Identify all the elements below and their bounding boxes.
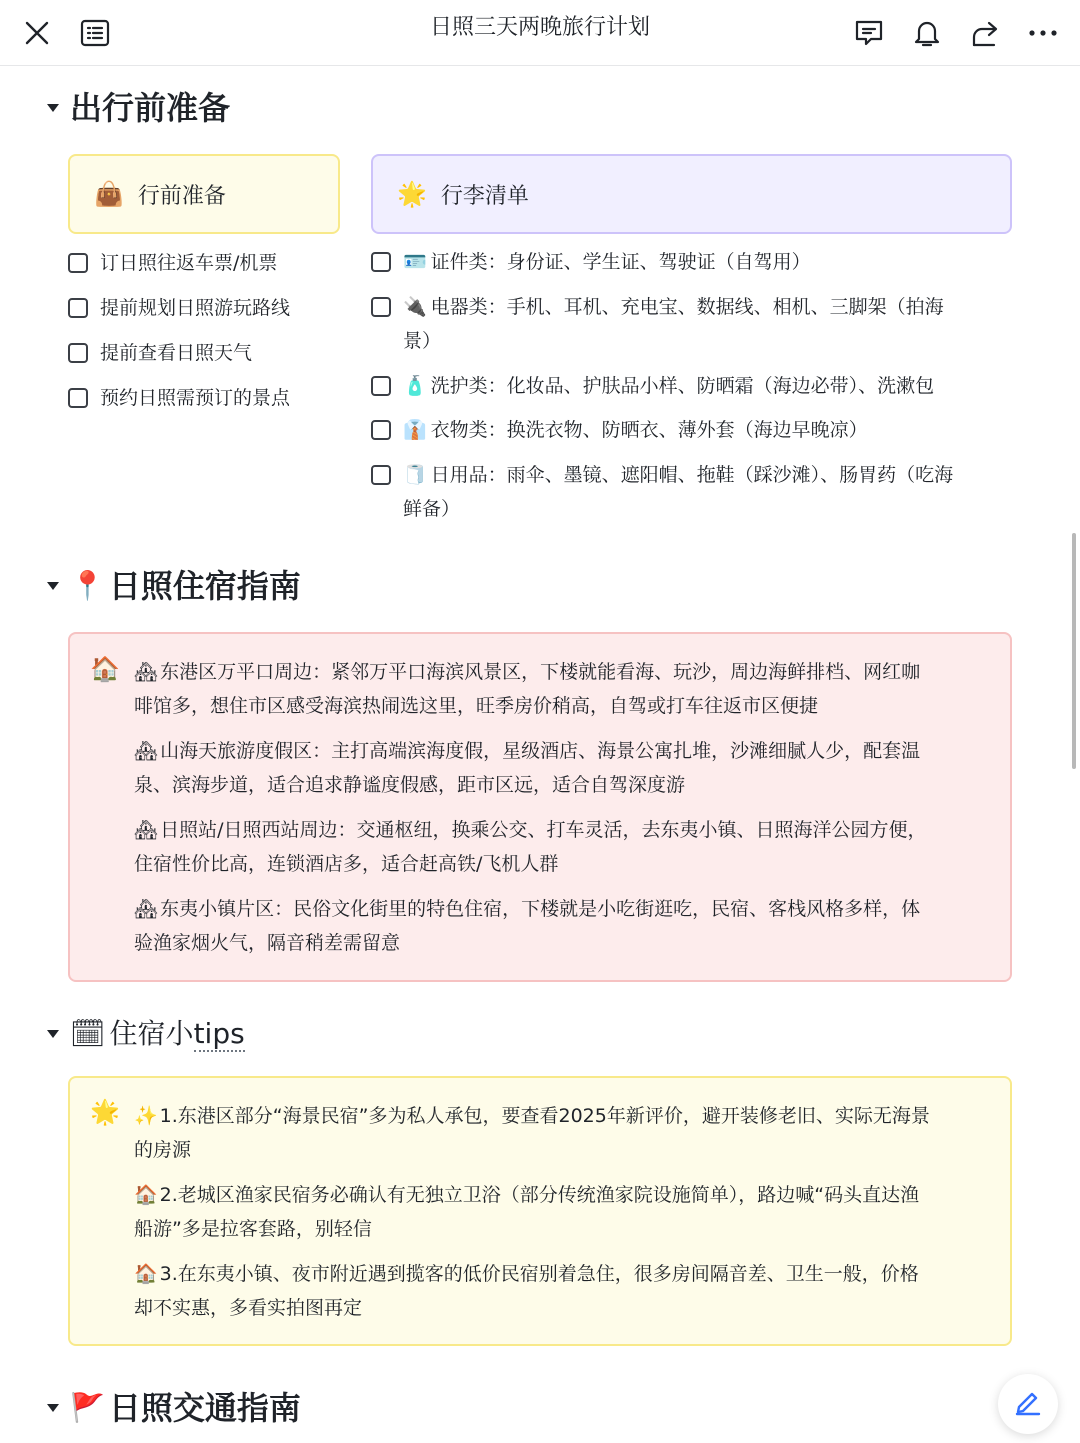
plug-icon: 🔌 (403, 296, 427, 318)
checkbox[interactable] (68, 298, 88, 318)
houses-icon: 🏘 (134, 819, 159, 841)
checkbox[interactable] (371, 465, 391, 485)
checkbox[interactable] (371, 297, 391, 317)
checkbox[interactable] (371, 376, 391, 396)
checkbox[interactable] (371, 252, 391, 272)
star-icon: 🌟 (90, 1098, 120, 1126)
checkbox[interactable] (68, 253, 88, 273)
checklist-item[interactable]: 提前查看日照天气 (68, 336, 252, 370)
houses-icon: 🏘 (134, 898, 159, 920)
stay-paragraph: 🏘 日照站/日照西站周边：交通枢纽，换乘公交、打车灵活，去东夷小镇、日照海洋公园方便， 住宿性价比高，连锁酒店多，适合赶高铁/飞机人群 (134, 819, 927, 875)
star-icon: 🌟 (397, 180, 427, 208)
section-title: 住宿小tips (109, 1017, 245, 1050)
houses-icon: 🏘 (134, 740, 159, 762)
bell-icon[interactable] (904, 10, 950, 56)
scrollbar[interactable] (1072, 533, 1076, 769)
comment-icon[interactable] (846, 10, 892, 56)
top-bar (0, 0, 1080, 66)
bag-icon: 👜 (94, 180, 124, 208)
checklist-item[interactable]: 👔 衣物类：换洗衣物、防晒衣、薄外套（海边早晚凉） (371, 413, 1011, 447)
checklist-item[interactable]: 提前规划日照游玩路线 (68, 291, 290, 325)
stay-paragraph: 🏘 东夷小镇片区：民俗文化街里的特色住宿，下楼就是小吃街逛吃，民宿、客栈风格多样，体 验渔家烟火气，隔音稍差需留意 (134, 898, 921, 954)
luggage-card-title: 行李清单 (440, 183, 529, 209)
house-icon: 🏠 (134, 1263, 158, 1285)
house-icon: 🏠 (90, 655, 120, 683)
checklist-item[interactable]: 🧻 日用品：雨伞、墨镜、遮阳帽、拖鞋（踩沙滩）、肠胃药（吃海 鲜备） (371, 458, 1011, 526)
luggage-card (371, 154, 1012, 234)
stay-paragraph: 🏘 山海天旅游度假区：主打高端滨海度假，星级酒店、海景公寓扎堆，沙滩细腻人少，配套温 泉、滨海步道，适合追求静谧度假感，距市区远，适合自驾深度游 (134, 740, 921, 796)
lotion-icon: 🧴 (403, 375, 427, 397)
houses-icon: 🏘 (134, 661, 159, 683)
more-icon[interactable] (1020, 10, 1066, 56)
prep-card (68, 154, 340, 234)
section-stay-heading[interactable] (44, 564, 301, 608)
section-title: 日照交通指南 (108, 1389, 301, 1427)
id-card-icon: 🪪 (403, 251, 427, 273)
page-title: 日照三天两晚旅行计划 (429, 15, 650, 40)
checklist-item[interactable]: 预约日照需预订的景点 (68, 381, 290, 415)
tip-paragraph: ✨ 1.东港区部分“海景民宿”多为私人承包，要查看2025年新评价，避开装修老旧、实际无海景 的房源 (134, 1105, 930, 1161)
flag-icon: 🚩 (70, 1391, 105, 1424)
collapse-triangle-icon[interactable] (44, 1025, 62, 1043)
checkbox[interactable] (68, 388, 88, 408)
edit-button[interactable] (998, 1374, 1058, 1434)
collapse-triangle-icon[interactable] (44, 1399, 62, 1417)
collapse-triangle-icon[interactable] (44, 577, 62, 595)
checkbox[interactable] (68, 343, 88, 363)
checklist-item[interactable]: 🔌 电器类：手机、耳机、充电宝、数据线、相机、三脚架（拍海 景） (371, 290, 1011, 358)
stay-paragraph: 🏘 东港区万平口周边：紧邻万平口海滨风景区，下楼就能看海、玩沙，周边海鲜排档、网红咖 啡馆多，想住市区感受海滨热闹选这里，旺季房价稍高，自驾或打车往返市区便捷 (134, 661, 921, 717)
toilet-paper-icon: 🧻 (403, 464, 427, 486)
checklist-item[interactable]: 订日照往返车票/机票 (68, 246, 277, 280)
calendar-icon: 🗓 (70, 1017, 106, 1050)
collapse-triangle-icon[interactable] (44, 99, 62, 117)
checkbox[interactable] (371, 420, 391, 440)
section-title: 日照住宿指南 (108, 567, 301, 605)
house-icon: 🏠 (134, 1184, 158, 1206)
checklist-item[interactable]: 🪪 证件类：身份证、学生证、驾驶证（自驾用） (371, 245, 1011, 279)
tip-paragraph: 🏠 2.老城区渔家民宿务必确认有无独立卫浴（部分传统渔家院设施简单），路边喊“码头直达渔 船游”多是拉客套路，别轻信 (134, 1184, 920, 1240)
pin-icon: 📍 (70, 569, 105, 602)
pencil-icon (1013, 1387, 1043, 1421)
section-title: 出行前准备 (70, 89, 231, 127)
section-transport-heading[interactable] (44, 1386, 301, 1430)
section-prep-heading[interactable] (44, 86, 230, 130)
shirt-icon: 👔 (403, 419, 427, 441)
prep-card-title: 行前准备 (137, 183, 226, 209)
tip-paragraph: 🏠 3.在东夷小镇、夜市附近遇到揽客的低价民宿别着急住，很多房间隔音差、卫生一般，价格 却不实惠，多看实拍图再定 (134, 1263, 919, 1319)
sparkles-icon: ✨ (134, 1105, 158, 1127)
checklist-item[interactable]: 🧴 洗护类：化妆品、护肤品小样、防晒霜（海边必带）、洗漱包 (371, 369, 1011, 403)
section-tips-heading[interactable] (44, 1012, 245, 1056)
share-icon[interactable] (962, 10, 1008, 56)
